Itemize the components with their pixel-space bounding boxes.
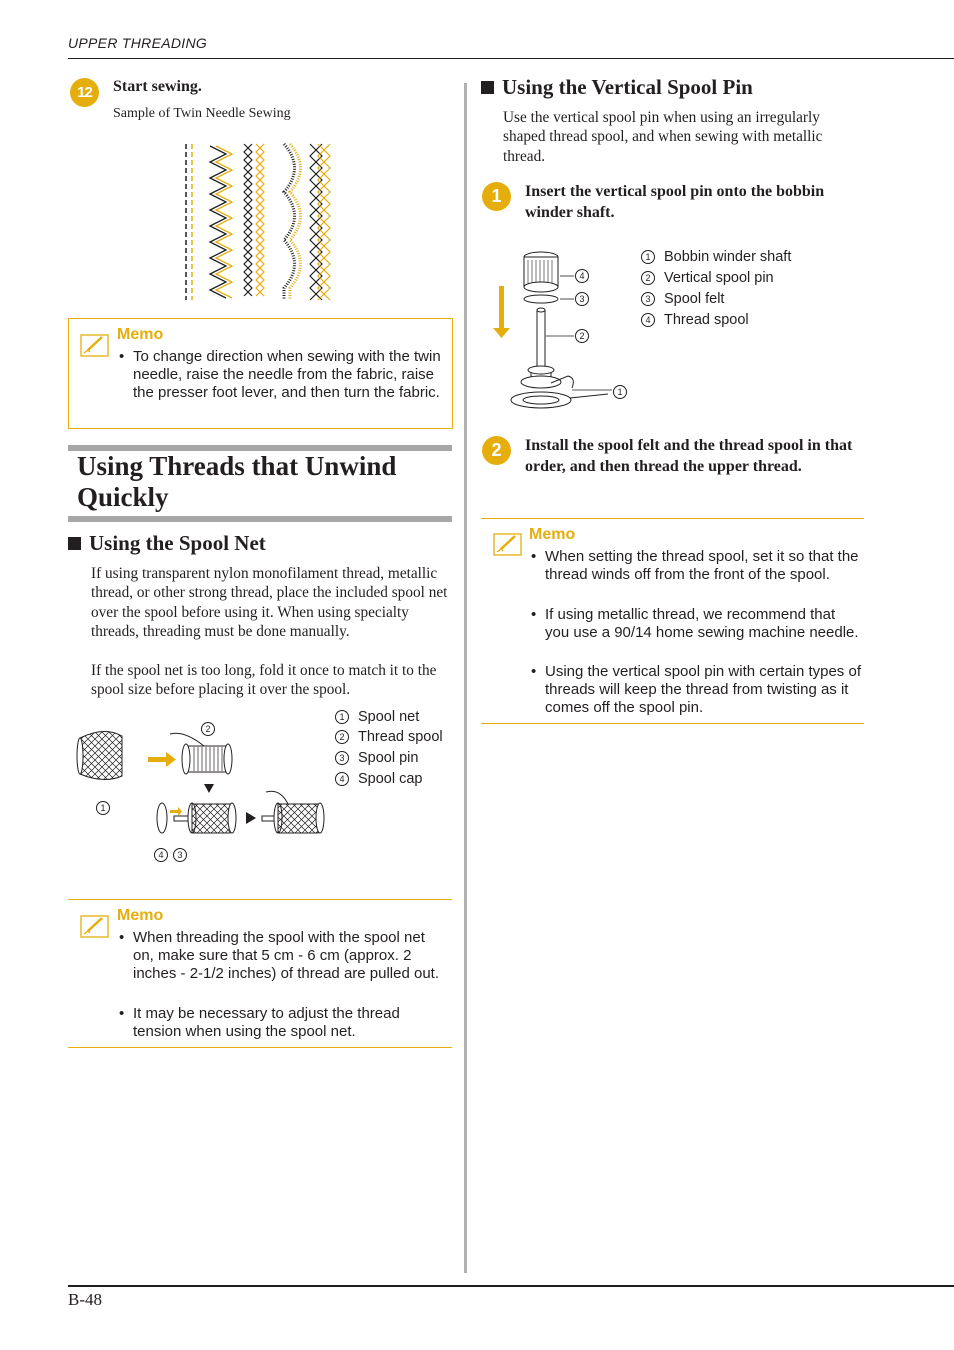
memo-item-text: To change direction when sewing with the twin needle, raise the needle from the fabric, raise the presser foot lever, and then turn the fabric. — [133, 348, 441, 401]
bullet: • — [119, 348, 125, 365]
bullet: • — [531, 663, 537, 680]
bullet: • — [119, 929, 125, 946]
callout-2: 2 — [201, 722, 215, 736]
memo-item-text: When threading the spool with the spool net on, make sure that 5 cm - 6 cm (approx. 2 inches - 2-1/2 inches) of thread are pulled out. — [133, 929, 440, 982]
square-bullet-icon — [481, 81, 494, 94]
legend-item — [641, 249, 791, 265]
subheading-text: Using the Vertical Spool Pin — [502, 75, 753, 99]
header-rule — [68, 58, 954, 59]
memo-item — [119, 929, 449, 983]
legend-item — [335, 750, 418, 766]
memo-item — [119, 348, 447, 402]
memo-top-rule — [481, 518, 864, 519]
legend-item — [335, 709, 419, 725]
callout-3: 3 — [173, 848, 187, 862]
legend-number: 2 — [641, 271, 655, 285]
square-bullet-icon — [68, 537, 81, 550]
step-12-badge: 12 — [70, 78, 99, 107]
memo-item-text: If using metallic thread, we recommend that you use a 90/14 home sewing machine needle. — [545, 606, 859, 641]
memo-pencil-icon — [80, 332, 110, 358]
page-number: B-48 — [68, 1290, 102, 1309]
memo-title: Memo — [117, 326, 164, 343]
subheading-text: Using the Spool Net — [89, 531, 266, 555]
legend-label: Thread spool — [358, 729, 443, 745]
callout-4: 4 — [154, 848, 168, 862]
sample-caption: Sample of Twin Needle Sewing — [113, 106, 291, 121]
legend-number: 3 — [335, 751, 349, 765]
subheading-spool-net — [68, 531, 266, 556]
memo-title: Memo — [117, 907, 164, 924]
legend-number: 4 — [641, 313, 655, 327]
legend-number: 1 — [641, 250, 655, 264]
legend-item — [335, 771, 423, 787]
memo-top-rule — [68, 899, 452, 900]
legend-label: Spool cap — [358, 771, 423, 787]
legend-label: Bobbin winder shaft — [664, 249, 792, 265]
bullet: • — [531, 548, 537, 565]
memo-bottom-rule — [481, 723, 864, 724]
vertical-spool-pin-illustration — [488, 248, 618, 413]
column-divider — [464, 83, 467, 1273]
section-title-bar-bottom — [68, 516, 452, 522]
memo-bottom-rule — [68, 1047, 452, 1048]
callout-1: 1 — [96, 801, 110, 815]
callout-3: 3 — [575, 292, 589, 306]
legend-label: Thread spool — [664, 312, 749, 328]
bullet: • — [119, 1005, 125, 1022]
footer-rule — [68, 1285, 954, 1287]
vertical-pin-intro: Use the vertical spool pin when using an irregularly shaped thread spool, and when sewing with metallic thread. — [503, 109, 823, 165]
memo-item — [119, 1005, 449, 1041]
callout-4: 4 — [575, 269, 589, 283]
memo-item — [531, 548, 861, 584]
legend-item — [641, 312, 749, 328]
callout-2: 2 — [575, 329, 589, 343]
spool-net-illustration — [74, 718, 329, 868]
spool-net-paragraph-2: If the spool net is too long, fold it once to match it to the spool size before placing it over the spool. — [91, 662, 437, 699]
step-1-text: Insert the vertical spool pin onto the bobbin winder shaft. — [525, 183, 825, 221]
legend-number: 4 — [335, 772, 349, 786]
step-2-badge: 2 — [482, 436, 511, 465]
legend-label: Spool net — [358, 709, 420, 725]
callout-1: 1 — [613, 385, 627, 399]
subheading-vertical-spool-pin — [481, 75, 753, 100]
memo-item-text: Using the vertical spool pin with certain types of threads will keep the thread from twisting as it comes off the spool pin. — [545, 663, 861, 716]
memo-pencil-icon — [80, 913, 110, 939]
memo-title: Memo — [529, 526, 576, 543]
legend-label: Spool felt — [664, 291, 725, 307]
legend-item — [641, 270, 774, 286]
running-header: UPPER THREADING — [68, 35, 208, 51]
step-1-badge: 1 — [482, 182, 511, 211]
spool-net-paragraph-1: If using transparent nylon monofilament thread, metallic thread, or other strong thread, place the included spool net over the spool before using it. When using specialty threads, threading must be done manually. — [91, 565, 448, 640]
legend-number: 2 — [335, 730, 349, 744]
section-title: Using Threads that Unwind Quickly — [77, 451, 397, 512]
memo-item — [531, 663, 861, 717]
bullet: • — [531, 606, 537, 623]
legend-item — [641, 291, 724, 307]
legend-item — [335, 729, 443, 745]
memo-pencil-icon — [493, 531, 523, 557]
twin-needle-sample-illustration — [180, 140, 335, 303]
step-2-text: Install the spool felt and the thread spool in that order, and then thread the upper thread. — [525, 437, 853, 475]
legend-label: Spool pin — [358, 750, 419, 766]
step-12-title: Start sewing. — [113, 78, 202, 95]
memo-item-text: It may be necessary to adjust the thread tension when using the spool net. — [133, 1005, 400, 1040]
memo-item — [531, 606, 861, 642]
legend-number: 1 — [335, 710, 349, 724]
legend-number: 3 — [641, 292, 655, 306]
legend-label: Vertical spool pin — [664, 270, 774, 286]
memo-item-text: When setting the thread spool, set it so that the thread winds off from the front of the spool. — [545, 548, 859, 583]
